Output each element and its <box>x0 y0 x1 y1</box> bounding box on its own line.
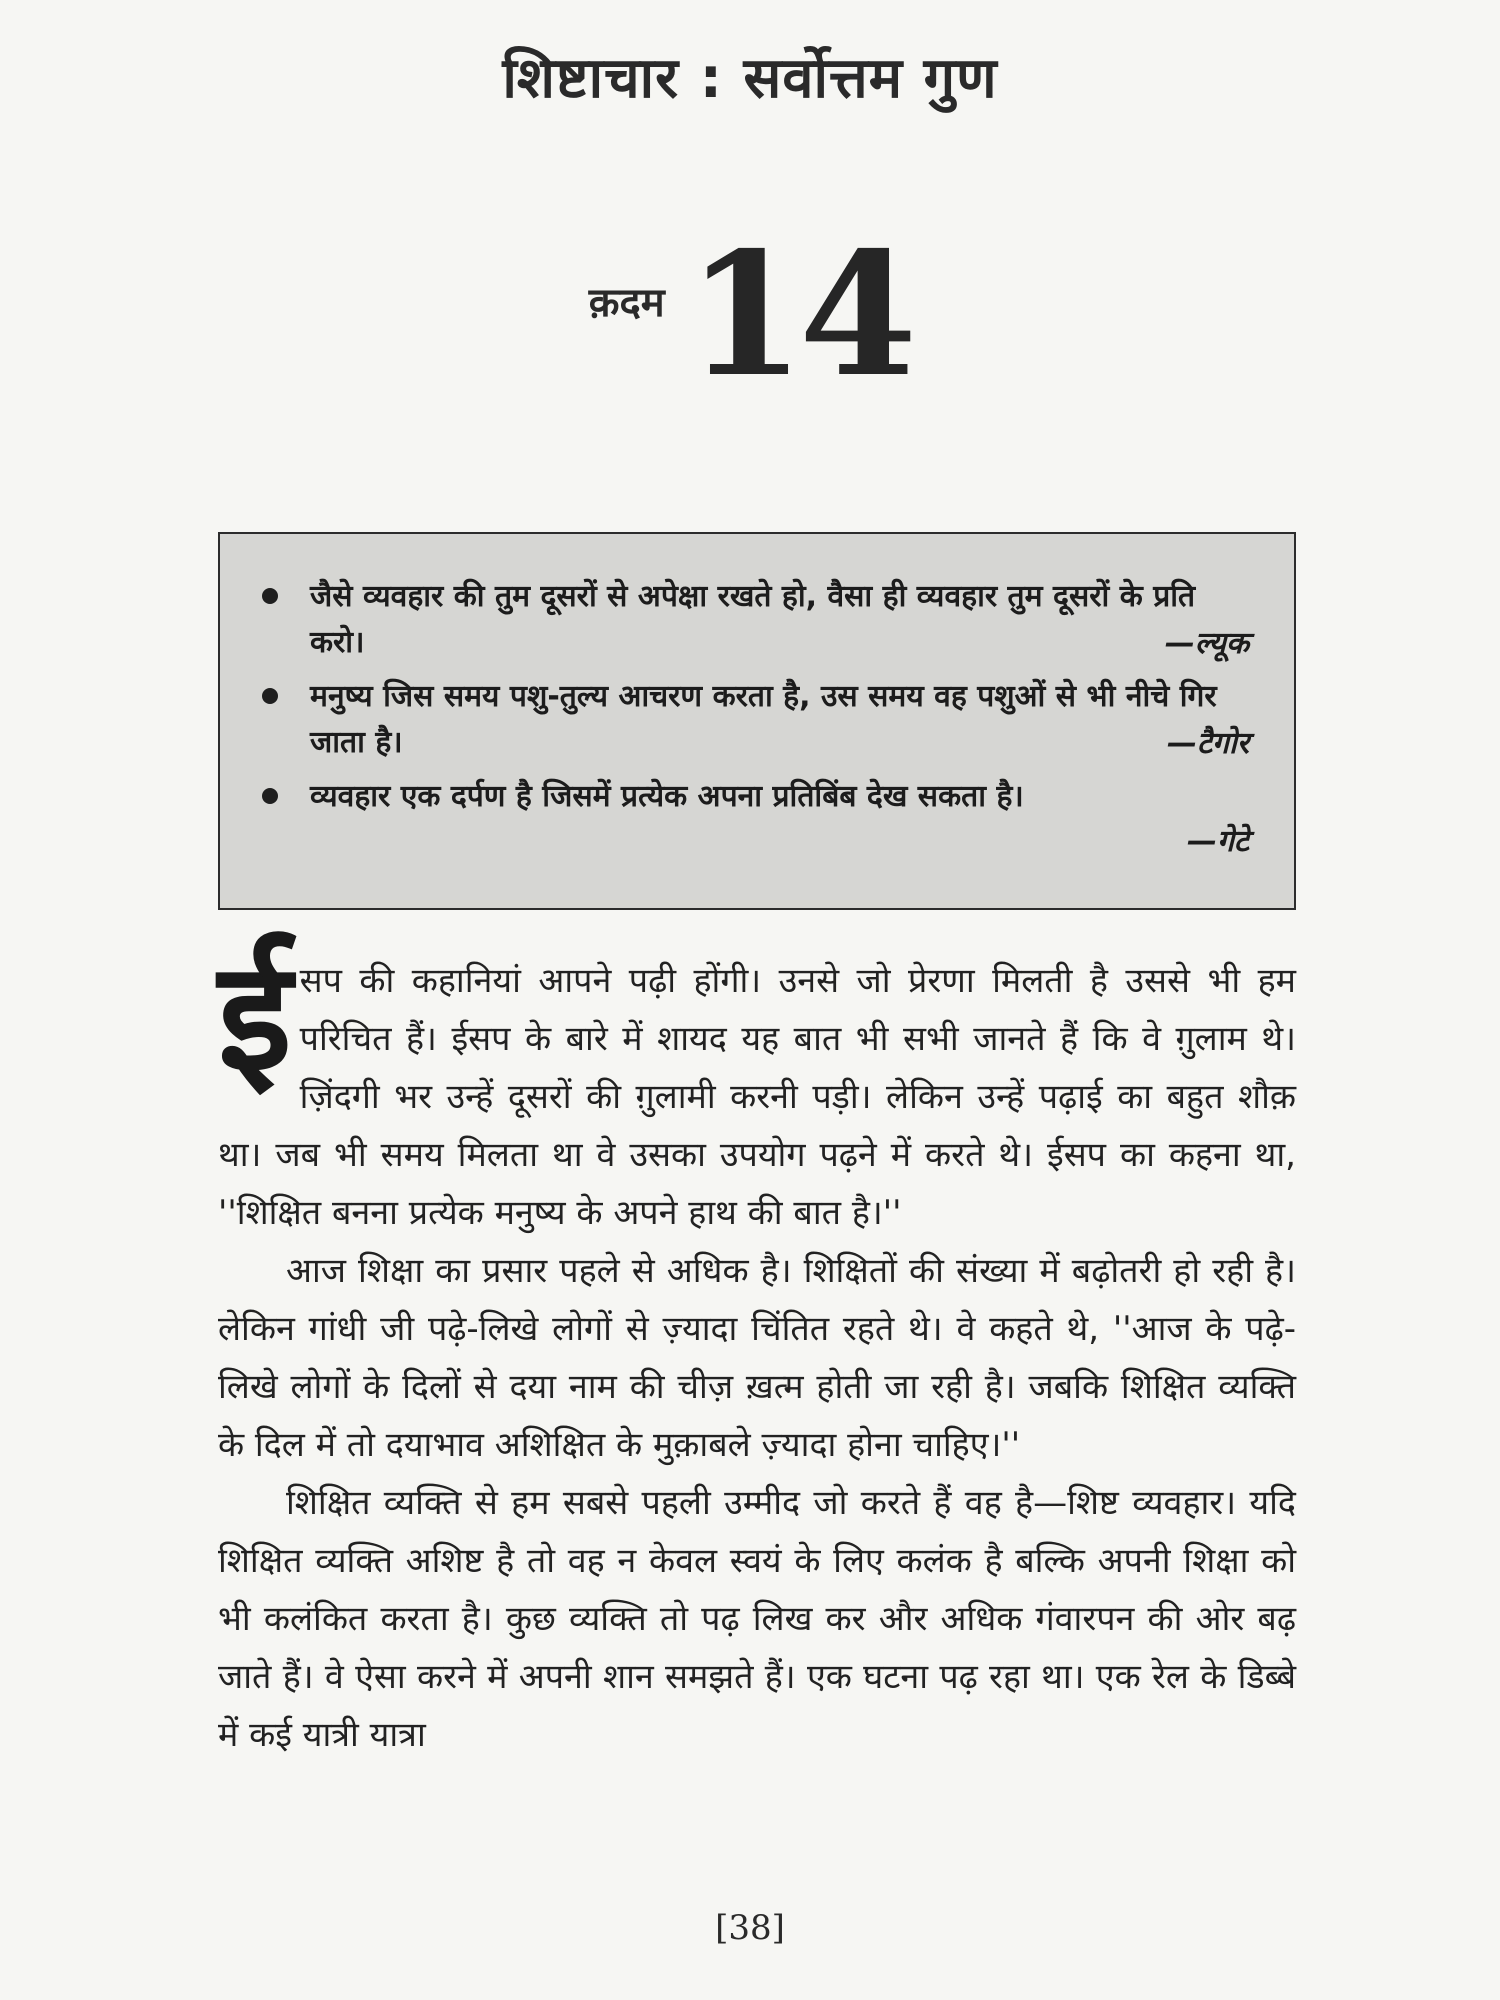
quote-text: मनुष्य जिस समय पशु-तुल्य आचरण करता है, उस समय वह पशुओं से भी नीचे गिर जाता है। <box>310 679 1217 760</box>
quote-author: —ल्यूक <box>1164 626 1249 661</box>
quote-item <box>260 574 1249 664</box>
paragraph <box>218 930 1296 1242</box>
paragraph: शिक्षित व्यक्ति से हम सबसे पहली उम्मीद जो करते हैं वह है—शिष्ट व्यवहार। यदि शिक्षित व्यक्ति अशिष्ट है तो वह न केवल स्वयं के लिए कलंक है बल्कि अपनी शिक्षा को भी कलंकित करता है। कुछ व्यक्ति तो पढ़ लिख कर और अधिक गंवारपन की ओर बढ़ जाते हैं। वे ऐसा करने में अपनी शान समझते हैं। एक घटना पढ़ रहा था। एक रेल के डिब्बे में कई यात्री यात्रा <box>218 1483 1296 1755</box>
chapter-title: शिष्टाचार : सर्वोत्तम गुण <box>502 46 998 111</box>
quotes-box <box>218 532 1296 910</box>
bullet-icon <box>262 688 278 704</box>
body-text <box>218 930 1296 1764</box>
quote-author: —टैगोर <box>1166 726 1249 761</box>
step-label: क़दम <box>588 280 665 326</box>
step-heading <box>0 215 1500 415</box>
drop-cap: ई <box>218 930 292 1104</box>
quote-text: व्यवहार एक दर्पण है जिसमें प्रत्येक अपना प्रतिबिंब देख सकता है। <box>310 779 1024 814</box>
page-number: [38] <box>715 1908 785 1948</box>
bullet-icon <box>262 588 278 604</box>
paragraph-text: सप की कहानियां आपने पढ़ी होंगी। उनसे जो प्रेरणा मिलती है उससे भी हम परिचित हैं। ईसप के बारे में शायद यह बात भी सभी जानते हैं कि वे ग़ुलाम थे। ज़िंदगी भर उन्हें दूसरों की ग़ुलामी करनी पड़ी। लेकिन उन्हें पढ़ाई का बहुत शौक़ था। जब भी समय मिलता था वे उसका उपयोग पढ़ने में करते थे। ईसप का कहना था, ''शिक्षित बनना प्रत्येक मनुष्य के अपने हाथ की बात है।'' <box>218 961 1296 1233</box>
quote-item <box>260 774 1249 862</box>
quote-item <box>260 674 1249 764</box>
step-number: 14 <box>686 215 912 415</box>
quote-text: जैसे व्यवहार की तुम दूसरों से अपेक्षा रखते हो, वैसा ही व्यवहार तुम दूसरों के प्रति करो। <box>310 579 1196 660</box>
paragraph: आज शिक्षा का प्रसार पहले से अधिक है। शिक्षितों की संख्या में बढ़ोतरी हो रही है। लेकिन गांधी जी पढ़े-लिखे लोगों से ज़्यादा चिंतित रहते थे। वे कहते थे, ''आज के पढ़े-लिखे लोगों के दिलों से दया नाम की चीज़ ख़त्म होती जा रही है। जबकि शिक्षित व्यक्ति के दिल में तो दयाभाव अशिक्षित के मुक़ाबले ज़्यादा होना चाहिए।'' <box>218 1251 1296 1465</box>
bullet-icon <box>262 788 278 804</box>
quote-author: —गेटे <box>1186 824 1249 859</box>
